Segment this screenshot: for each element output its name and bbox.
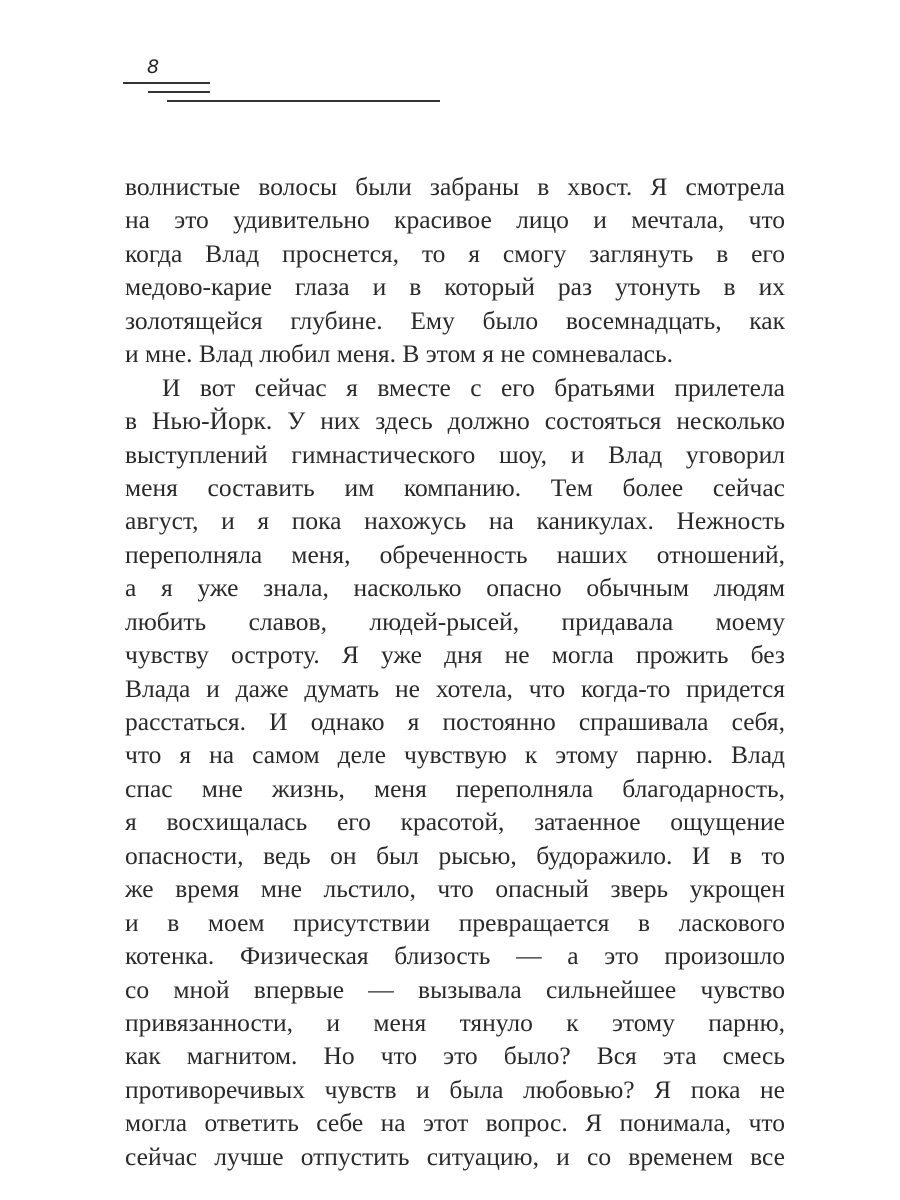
text-line: привязанности, и меня тянуло к этому парню,: [125, 1007, 785, 1037]
text-line: а я уже знала, насколько опасно обычным людям: [125, 573, 785, 603]
header-rule-1: [123, 82, 210, 84]
header-rule-3: [167, 100, 440, 102]
text-line: золотящейся глубине. Ему было восемнадцать, как: [125, 305, 785, 335]
text-line: сейчас лучше отпустить ситуацию, и со временем все: [125, 1141, 785, 1171]
page-body: [125, 170, 785, 1173]
text-line: волнистые волосы были забраны в хвост. Я смотрела: [125, 172, 785, 201]
text-line: я восхищалась его красотой, затаенное ощущение: [125, 807, 785, 837]
text-line: чувству остроту. Я уже дня не могла прожить без: [125, 640, 785, 670]
text-line: медово-карие глаза и в который раз утонуть в их: [125, 272, 785, 302]
text-line: как магнитом. Но что это было? Вся эта смесь: [125, 1041, 785, 1071]
text-line: и мне. Влад любил меня. В этом я не сомневалась.: [125, 339, 674, 369]
text-line: могла ответить себе на этот вопрос. Я понимала, что: [125, 1108, 785, 1138]
text-line: котенка. Физическая близость — а это произошло: [125, 941, 785, 971]
text-line: расстаться. И однако я постоянно спрашивала себя,: [125, 707, 785, 736]
text-line: переполняла меня, обреченность наших отношений,: [125, 539, 785, 569]
text-line: что я на самом деле чувствую к этому парню. Влад: [125, 740, 785, 770]
text-line: И вот сейчас я вместе с его братьями прилетела: [162, 372, 785, 402]
text-line: меня составить им компанию. Тем более сейчас: [125, 472, 785, 502]
text-line: спас мне жизнь, меня переполняла благодарность,: [125, 773, 785, 803]
text-line: и в моем присутствии превращается в ласкового: [125, 907, 785, 937]
text-line: в Нью-Йорк. У них здесь должно состояться несколько: [125, 406, 785, 436]
text-line: Влада и даже думать не хотела, что когда-то придется: [125, 673, 785, 703]
text-line: же время мне льстило, что опасный зверь укрощен: [125, 874, 785, 904]
page-number: 8: [147, 56, 160, 78]
text-line: со мной впервые — вызывала сильнейшее чувство: [125, 974, 785, 1004]
text-line: август, и я пока нахожусь на каникулах. Нежность: [125, 506, 785, 536]
text-line: противоречивых чувств и была любовью? Я пока не: [125, 1074, 785, 1104]
header-rule-2: [148, 91, 210, 93]
text-line: когда Влад проснется, то я смогу заглянуть в его: [125, 238, 785, 268]
text-line: любить славов, людей-рысей, придавала моему: [125, 606, 785, 636]
text-line: выступлений гимнастического шоу, и Влад уговорил: [125, 439, 785, 469]
text-line: опасности, ведь он был рысью, будоражило. И в то: [125, 840, 785, 870]
text-line: на это удивительно красивое лицо и мечтала, что: [125, 205, 785, 235]
